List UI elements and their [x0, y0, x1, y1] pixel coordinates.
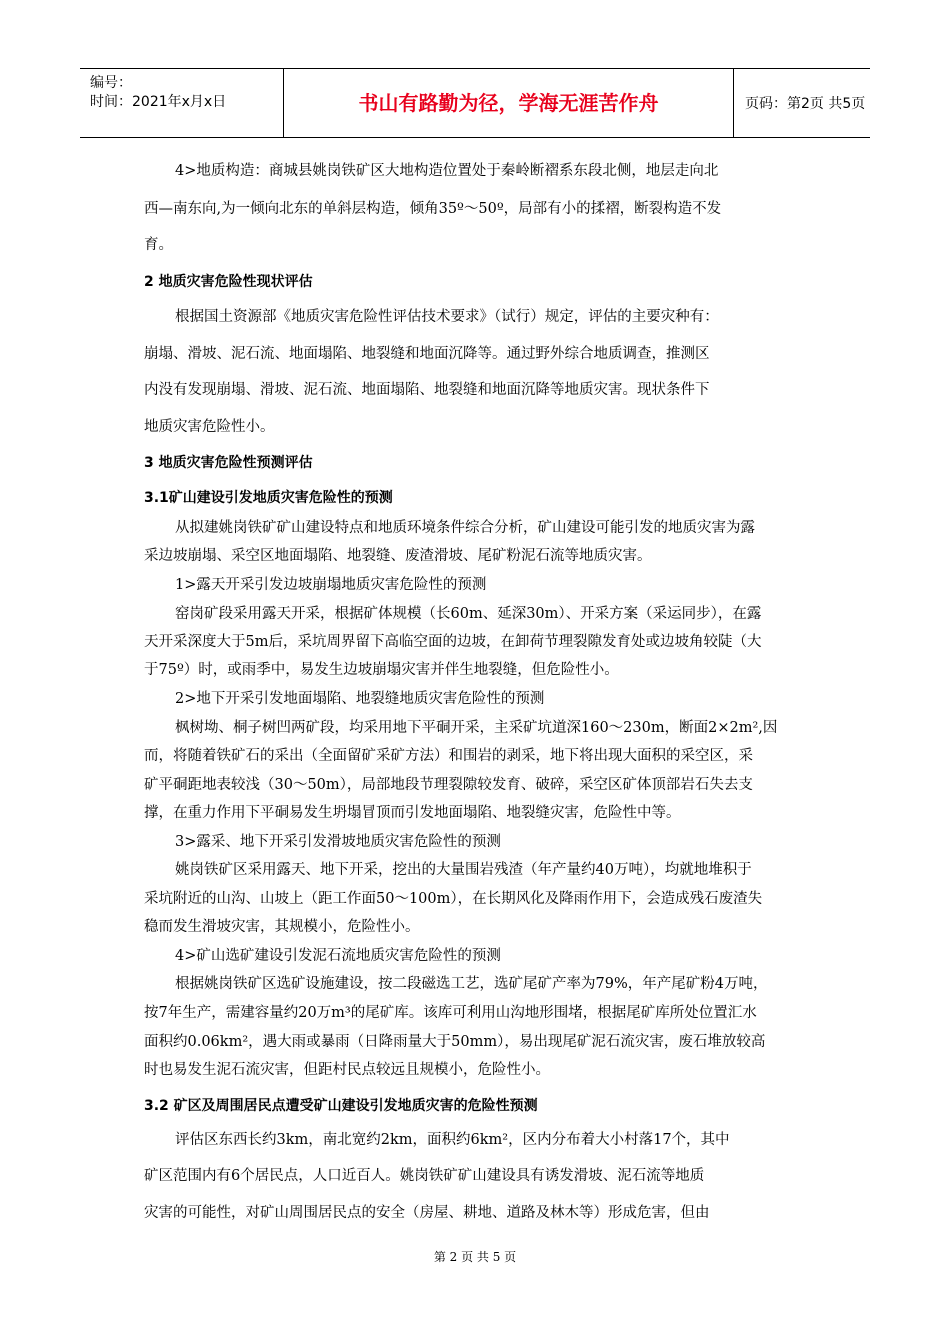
text-line: 按7年生产，需建容量约20万m³的尾矿库。该库可利用山沟地形围堵，根据尾矿库所处位置汇水 [144, 1005, 757, 1021]
text-line: 于75º）时，或雨季中，易发生边坡崩塌灾害并伴生地裂缝，但危险性小。 [144, 662, 619, 678]
text-line: 稳而发生滑坡灾害，其规模小，危险性小。 [144, 919, 420, 935]
text-line: 矿区范围内有6个居民点，人口近百人。姚岗铁矿矿山建设具有诱发滑坡、泥石流等地质 [144, 1168, 705, 1184]
document-date: 时间：2021年x月x日 [90, 94, 227, 110]
text-line: 矿平硐距地表较浅（30～50m），局部地段节理裂隙较发育、破碎，采空区矿体顶部岩石失去支 [144, 777, 753, 793]
text-line: 姚岗铁矿区采用露天、地下开采，挖出的大量围岩残渣（年产量约40万吨），均就地堆积于 [175, 862, 752, 878]
section-heading: 2 地质灾害危险性现状评估 [144, 274, 313, 290]
text-line: 撑，在重力作用下平硐易发生坍塌冒顶而引发地面塌陷、地裂缝灾害，危险性中等。 [144, 805, 681, 821]
section-heading: 3 地质灾害危险性预测评估 [144, 455, 313, 471]
text-line: 根据姚岗铁矿区选矿设施建设，按二段磁选工艺，选矿尾矿产率为79%，年产尾矿粉4万吨， [175, 976, 768, 992]
subsection-heading: 3.2 矿区及周围居民点遭受矿山建设引发地质灾害的危险性预测 [144, 1098, 538, 1114]
text-line: 采边坡崩塌、采空区地面塌陷、地裂缝、废渣滑坡、尾矿粉泥石流等地质灾害。 [144, 548, 652, 564]
text-line: 西—南东向,为一倾向北东的单斜层构造，倾角35º～50º，局部有小的揉褶，断裂构造不发 [144, 201, 722, 217]
text-line: 窑岗矿段采用露天开采，根据矿体规模（长60m、延深30m）、开采方案（采运同步），在露 [175, 606, 762, 622]
page-header [80, 68, 870, 138]
document-number: 编号： [90, 75, 132, 91]
text-line: 面积约0.06km²，遇大雨或暴雨（日降雨量大于50mm），易出现尾矿泥石流灾害，废石堆放较高 [144, 1034, 766, 1050]
header-motto: 书山有路勤为径，学海无涯苦作舟 [358, 91, 659, 115]
text-line: 枫树坳、桐子树凹两矿段，均采用地下平硐开采，主采矿坑道深160～230m，断面2×2m²,因 [175, 720, 778, 736]
page-footer: 第 2 页 共 5 页 [433, 1250, 517, 1264]
text-line: 地质灾害危险性小。 [144, 419, 275, 435]
text-line: 灾害的可能性，对矿山周围居民点的安全（房屋、耕地、道路及林木等）形成危害，但由 [144, 1205, 710, 1221]
text-line: 2>地下开采引发地面塌陷、地裂缝地质灾害危险性的预测 [175, 691, 545, 707]
subsection-heading: 3.1矿山建设引发地质灾害危险性的预测 [144, 490, 393, 506]
text-line: 3>露采、地下开采引发滑坡地质灾害危险性的预测 [175, 834, 501, 850]
header-page-cell [734, 69, 870, 137]
text-line: 4>地质构造：商城县姚岗铁矿区大地构造位置处于秦岭断褶系东段北侧，地层走向北 [175, 163, 719, 179]
text-line: 采坑附近的山沟、山坡上（距工作面50～100m），在长期风化及降雨作用下，会造成残石废渣失 [144, 891, 763, 907]
text-line: 评估区东西长约3km，南北宽约2km，面积约6km²，区内分布着大小村落17个，其中 [175, 1132, 730, 1148]
text-line: 内没有发现崩塌、滑坡、泥石流、地面塌陷、地裂缝和地面沉降等地质灾害。现状条件下 [144, 382, 710, 398]
header-info-cell [80, 69, 284, 137]
text-line: 4>矿山选矿建设引发泥石流地质灾害危险性的预测 [175, 948, 501, 964]
text-line: 崩塌、滑坡、泥石流、地面塌陷、地裂缝和地面沉降等。通过野外综合地质调查，推测区 [144, 346, 710, 362]
text-line: 时也易发生泥石流灾害，但距村民点较远且规模小，危险性小。 [144, 1062, 550, 1078]
text-line: 天开采深度大于5m后，采坑周界留下高临空面的边坡，在卸荷节理裂隙发育处或边坡角较陡（大 [144, 634, 762, 650]
text-line: 1>露天开采引发边坡崩塌地质灾害危险性的预测 [175, 577, 487, 593]
header-page-number: 页码：第2页 共5页 [745, 96, 866, 112]
text-line: 而，将随着铁矿石的采出（全面留矿采矿方法）和围岩的剥采，地下将出现大面积的采空区，采 [144, 748, 753, 764]
text-line: 根据国土资源部《地质灾害危险性评估技术要求》（试行）规定，评估的主要灾种有： [175, 309, 719, 325]
header-motto-cell [284, 69, 734, 137]
text-line: 育。 [144, 237, 173, 253]
text-line: 从拟建姚岗铁矿矿山建设特点和地质环境条件综合分析，矿山建设可能引发的地质灾害为露 [175, 520, 755, 536]
